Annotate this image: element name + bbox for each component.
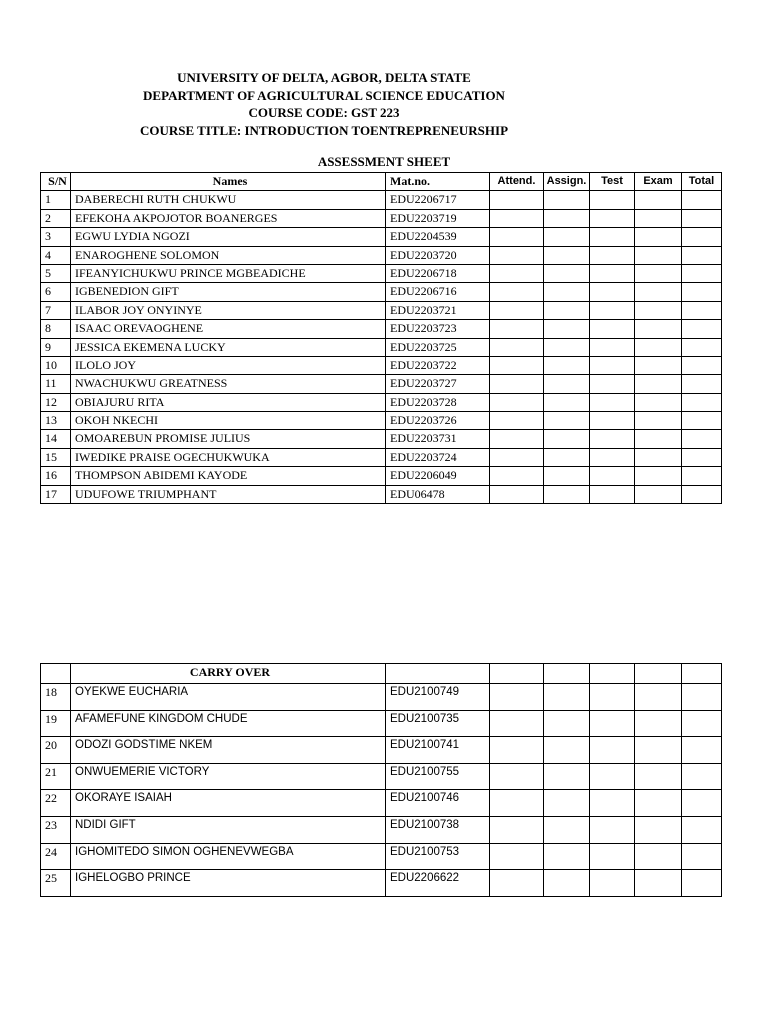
sn-cell: 4: [41, 246, 71, 264]
carry-over-table: [40, 663, 722, 897]
table-row: [41, 737, 722, 764]
attend-score-cell[interactable]: [490, 448, 544, 466]
student-name-cell: ENAROGHENE SOLOMON: [71, 246, 386, 264]
sn-cell: 20: [41, 737, 71, 764]
attend-score-cell[interactable]: [490, 467, 544, 485]
assign-score-cell[interactable]: [544, 430, 590, 448]
assign-score-cell[interactable]: [544, 412, 590, 430]
total-score-cell[interactable]: [682, 737, 722, 764]
total-score-cell[interactable]: [682, 790, 722, 817]
table-row: [41, 246, 722, 264]
assign-score-cell[interactable]: [544, 301, 590, 319]
assessment-table-body: [41, 191, 722, 504]
assign-score-cell[interactable]: [544, 485, 590, 503]
carry-empty-cell: [635, 664, 682, 684]
test-score-cell[interactable]: [590, 320, 635, 338]
total-score-cell[interactable]: [682, 264, 722, 282]
attend-score-cell[interactable]: [490, 301, 544, 319]
total-score-cell[interactable]: [682, 467, 722, 485]
attend-score-cell[interactable]: [490, 710, 544, 737]
sn-cell: 19: [41, 710, 71, 737]
total-score-cell[interactable]: [682, 338, 722, 356]
sn-cell: 2: [41, 209, 71, 227]
carry-empty-cell: [41, 664, 71, 684]
mat-number-cell: EDU2100753: [386, 843, 490, 870]
assign-score-cell[interactable]: [544, 870, 590, 897]
mat-number-cell: EDU2100735: [386, 710, 490, 737]
attend-score-cell[interactable]: [490, 228, 544, 246]
assign-score-cell[interactable]: [544, 467, 590, 485]
assign-score-cell[interactable]: [544, 191, 590, 209]
mat-number-cell: EDU2206716: [386, 283, 490, 301]
exam-score-cell[interactable]: [635, 485, 682, 503]
assign-score-cell[interactable]: [544, 684, 590, 711]
table-row: [41, 356, 722, 374]
student-name-cell: AFAMEFUNE KINGDOM CHUDE: [71, 710, 386, 737]
total-score-cell[interactable]: [682, 393, 722, 411]
mat-number-cell: EDU2206049: [386, 467, 490, 485]
assign-score-cell[interactable]: [544, 790, 590, 817]
col-sn-header: S/N: [41, 173, 71, 191]
student-name-cell: IGHELOGBO PRINCE: [71, 870, 386, 897]
test-score-cell[interactable]: [590, 412, 635, 430]
mat-number-cell: EDU2206718: [386, 264, 490, 282]
mat-number-cell: EDU2203726: [386, 412, 490, 430]
table-row: [41, 485, 722, 503]
attend-score-cell[interactable]: [490, 737, 544, 764]
table-row: [41, 338, 722, 356]
test-score-cell[interactable]: [590, 264, 635, 282]
mat-number-cell: EDU2203728: [386, 393, 490, 411]
test-score-cell[interactable]: [590, 356, 635, 374]
total-score-cell[interactable]: [682, 763, 722, 790]
student-name-cell: OKORAYE ISAIAH: [71, 790, 386, 817]
document-header: [0, 69, 648, 139]
total-score-cell[interactable]: [682, 710, 722, 737]
total-score-cell[interactable]: [682, 283, 722, 301]
test-score-cell[interactable]: [590, 763, 635, 790]
student-name-cell: OKOH NKECHI: [71, 412, 386, 430]
sn-cell: 17: [41, 485, 71, 503]
total-score-cell[interactable]: [682, 412, 722, 430]
carry-over-table-body: [41, 684, 722, 897]
sn-cell: 6: [41, 283, 71, 301]
mat-number-cell: EDU2100741: [386, 737, 490, 764]
total-score-cell[interactable]: [682, 870, 722, 897]
attend-score-cell[interactable]: [490, 320, 544, 338]
attend-score-cell[interactable]: [490, 684, 544, 711]
student-name-cell: OMOAREBUN PROMISE JULIUS: [71, 430, 386, 448]
test-score-cell[interactable]: [590, 393, 635, 411]
table-row: [41, 375, 722, 393]
sn-cell: 21: [41, 763, 71, 790]
test-score-cell[interactable]: [590, 228, 635, 246]
sn-cell: 18: [41, 684, 71, 711]
sn-cell: 7: [41, 301, 71, 319]
sn-cell: 8: [41, 320, 71, 338]
department-name: DEPARTMENT OF AGRICULTURAL SCIENCE EDUCATION: [143, 87, 505, 103]
total-score-cell[interactable]: [682, 320, 722, 338]
exam-score-cell[interactable]: [635, 283, 682, 301]
table-header-row: [41, 173, 722, 191]
attend-score-cell[interactable]: [490, 338, 544, 356]
table-row: [41, 448, 722, 466]
sn-cell: 5: [41, 264, 71, 282]
exam-score-cell[interactable]: [635, 843, 682, 870]
mat-number-cell: EDU2100746: [386, 790, 490, 817]
test-score-cell[interactable]: [590, 191, 635, 209]
total-score-cell[interactable]: [682, 301, 722, 319]
table-row: [41, 320, 722, 338]
col-test-header: Test: [590, 173, 635, 191]
student-name-cell: IWEDIKE PRAISE OGECHUKWUKA: [71, 448, 386, 466]
assign-score-cell[interactable]: [544, 264, 590, 282]
exam-score-cell[interactable]: [635, 320, 682, 338]
col-assign-header: Assign.: [544, 173, 590, 191]
mat-number-cell: EDU2203719: [386, 209, 490, 227]
mat-number-cell: EDU2100755: [386, 763, 490, 790]
carry-over-header-row: [41, 664, 722, 684]
table-row: [41, 412, 722, 430]
col-total-header: Total: [682, 173, 722, 191]
assign-score-cell[interactable]: [544, 338, 590, 356]
mat-number-cell: EDU2100749: [386, 684, 490, 711]
attend-score-cell[interactable]: [490, 412, 544, 430]
total-score-cell[interactable]: [682, 816, 722, 843]
total-score-cell[interactable]: [682, 485, 722, 503]
carry-empty-cell: [590, 664, 635, 684]
student-name-cell: ILOLO JOY: [71, 356, 386, 374]
assign-score-cell[interactable]: [544, 356, 590, 374]
carry-empty-cell: [386, 664, 490, 684]
mat-number-cell: EDU2203727: [386, 375, 490, 393]
col-attend-header: Attend.: [490, 173, 544, 191]
exam-score-cell[interactable]: [635, 467, 682, 485]
assign-score-cell[interactable]: [544, 737, 590, 764]
total-score-cell[interactable]: [682, 843, 722, 870]
test-score-cell[interactable]: [590, 375, 635, 393]
exam-score-cell[interactable]: [635, 338, 682, 356]
col-matno-header: Mat.no.: [386, 173, 490, 191]
carry-empty-cell: [544, 664, 590, 684]
test-score-cell[interactable]: [590, 246, 635, 264]
carry-over-title: CARRY OVER: [71, 664, 386, 684]
table-row: [41, 790, 722, 817]
mat-number-cell: EDU2206622: [386, 870, 490, 897]
sn-cell: 3: [41, 228, 71, 246]
test-score-cell[interactable]: [590, 790, 635, 817]
exam-score-cell[interactable]: [635, 393, 682, 411]
attend-score-cell[interactable]: [490, 870, 544, 897]
mat-number-cell: EDU2203725: [386, 338, 490, 356]
student-name-cell: UDUFOWE TRIUMPHANT: [71, 485, 386, 503]
total-score-cell[interactable]: [682, 246, 722, 264]
sn-cell: 22: [41, 790, 71, 817]
mat-number-cell: EDU2203721: [386, 301, 490, 319]
attend-score-cell[interactable]: [490, 790, 544, 817]
total-score-cell[interactable]: [682, 375, 722, 393]
test-score-cell[interactable]: [590, 467, 635, 485]
table-row: [41, 191, 722, 209]
test-score-cell[interactable]: [590, 737, 635, 764]
assign-score-cell[interactable]: [544, 209, 590, 227]
assign-score-cell[interactable]: [544, 228, 590, 246]
mat-number-cell: EDU2203731: [386, 430, 490, 448]
attend-score-cell[interactable]: [490, 816, 544, 843]
total-score-cell[interactable]: [682, 448, 722, 466]
assign-score-cell[interactable]: [544, 246, 590, 264]
exam-score-cell[interactable]: [635, 816, 682, 843]
total-score-cell[interactable]: [682, 684, 722, 711]
exam-score-cell[interactable]: [635, 412, 682, 430]
table-row: [41, 283, 722, 301]
test-score-cell[interactable]: [590, 301, 635, 319]
exam-score-cell[interactable]: [635, 448, 682, 466]
attend-score-cell[interactable]: [490, 375, 544, 393]
mat-number-cell: EDU2203720: [386, 246, 490, 264]
exam-score-cell[interactable]: [635, 430, 682, 448]
attend-score-cell[interactable]: [490, 356, 544, 374]
test-score-cell[interactable]: [590, 283, 635, 301]
student-name-cell: ODOZI GODSTIME NKEM: [71, 737, 386, 764]
student-name-cell: IGBENEDION GIFT: [71, 283, 386, 301]
test-score-cell[interactable]: [590, 430, 635, 448]
attend-score-cell[interactable]: [490, 191, 544, 209]
test-score-cell[interactable]: [590, 485, 635, 503]
attend-score-cell[interactable]: [490, 246, 544, 264]
assign-score-cell[interactable]: [544, 448, 590, 466]
table-row: [41, 710, 722, 737]
attend-score-cell[interactable]: [490, 843, 544, 870]
attend-score-cell[interactable]: [490, 283, 544, 301]
sn-cell: 10: [41, 356, 71, 374]
student-name-cell: ISAAC OREVAOGHENE: [71, 320, 386, 338]
student-name-cell: ILABOR JOY ONYINYE: [71, 301, 386, 319]
sn-cell: 11: [41, 375, 71, 393]
attend-score-cell[interactable]: [490, 393, 544, 411]
total-score-cell[interactable]: [682, 209, 722, 227]
mat-number-cell: EDU06478: [386, 485, 490, 503]
carry-empty-cell: [490, 664, 544, 684]
exam-score-cell[interactable]: [635, 228, 682, 246]
student-name-cell: IFEANYICHUKWU PRINCE MGBEADICHE: [71, 264, 386, 282]
student-name-cell: NDIDI GIFT: [71, 816, 386, 843]
mat-number-cell: EDU2204539: [386, 228, 490, 246]
exam-score-cell[interactable]: [635, 209, 682, 227]
exam-score-cell[interactable]: [635, 264, 682, 282]
attend-score-cell[interactable]: [490, 430, 544, 448]
sheet-title: ASSESSMENT SHEET: [317, 154, 451, 169]
table-row: [41, 467, 722, 485]
exam-score-cell[interactable]: [635, 356, 682, 374]
test-score-cell[interactable]: [590, 684, 635, 711]
student-name-cell: OBIAJURU RITA: [71, 393, 386, 411]
table-row: [41, 684, 722, 711]
total-score-cell[interactable]: [682, 228, 722, 246]
exam-score-cell[interactable]: [635, 684, 682, 711]
student-name-cell: EFEKOHA AKPOJOTOR BOANERGES: [71, 209, 386, 227]
student-name-cell: OYEKWE EUCHARIA: [71, 684, 386, 711]
mat-number-cell: EDU2206717: [386, 191, 490, 209]
assign-score-cell[interactable]: [544, 763, 590, 790]
exam-score-cell[interactable]: [635, 790, 682, 817]
sn-cell: 1: [41, 191, 71, 209]
table-row: [41, 763, 722, 790]
test-score-cell[interactable]: [590, 710, 635, 737]
student-name-cell: JESSICA EKEMENA LUCKY: [71, 338, 386, 356]
exam-score-cell[interactable]: [635, 737, 682, 764]
student-name-cell: ONWUEMERIE VICTORY: [71, 763, 386, 790]
exam-score-cell[interactable]: [635, 870, 682, 897]
student-name-cell: NWACHUKWU GREATNESS: [71, 375, 386, 393]
sn-cell: 16: [41, 467, 71, 485]
test-score-cell[interactable]: [590, 209, 635, 227]
student-name-cell: THOMPSON ABIDEMI KAYODE: [71, 467, 386, 485]
table-row: [41, 209, 722, 227]
col-names-header: Names: [71, 173, 386, 191]
assign-score-cell[interactable]: [544, 283, 590, 301]
assign-score-cell[interactable]: [544, 393, 590, 411]
table-row: [41, 843, 722, 870]
mat-number-cell: EDU2100738: [386, 816, 490, 843]
exam-score-cell[interactable]: [635, 710, 682, 737]
attend-score-cell[interactable]: [490, 763, 544, 790]
student-name-cell: DABERECHI RUTH CHUKWU: [71, 191, 386, 209]
student-name-cell: IGHOMITEDO SIMON OGHENEVWEGBA: [71, 843, 386, 870]
total-score-cell[interactable]: [682, 430, 722, 448]
assign-score-cell[interactable]: [544, 320, 590, 338]
assessment-table: [40, 172, 722, 504]
total-score-cell[interactable]: [682, 191, 722, 209]
sn-cell: 15: [41, 448, 71, 466]
sn-cell: 14: [41, 430, 71, 448]
sn-cell: 25: [41, 870, 71, 897]
exam-score-cell[interactable]: [635, 375, 682, 393]
table-row: [41, 430, 722, 448]
sn-cell: 24: [41, 843, 71, 870]
exam-score-cell[interactable]: [635, 301, 682, 319]
assign-score-cell[interactable]: [544, 816, 590, 843]
carry-empty-cell: [682, 664, 722, 684]
test-score-cell[interactable]: [590, 448, 635, 466]
mat-number-cell: EDU2203723: [386, 320, 490, 338]
attend-score-cell[interactable]: [490, 264, 544, 282]
student-name-cell: EGWU LYDIA NGOZI: [71, 228, 386, 246]
university-name: UNIVERSITY OF DELTA, AGBOR, DELTA STATE: [177, 70, 471, 85]
attend-score-cell[interactable]: [490, 485, 544, 503]
exam-score-cell[interactable]: [635, 191, 682, 209]
sn-cell: 23: [41, 816, 71, 843]
exam-score-cell[interactable]: [635, 246, 682, 264]
test-score-cell[interactable]: [590, 843, 635, 870]
table-row: [41, 870, 722, 897]
assign-score-cell[interactable]: [544, 843, 590, 870]
table-row: [41, 228, 722, 246]
test-score-cell[interactable]: [590, 870, 635, 897]
table-row: [41, 816, 722, 843]
table-row: [41, 301, 722, 319]
mat-number-cell: EDU2203722: [386, 356, 490, 374]
assign-score-cell[interactable]: [544, 710, 590, 737]
test-score-cell[interactable]: [590, 816, 635, 843]
test-score-cell[interactable]: [590, 338, 635, 356]
course-title: COURSE TITLE: INTRODUCTION TOENTREPRENEURSHIP: [139, 122, 509, 138]
sn-cell: 12: [41, 393, 71, 411]
table-row: [41, 264, 722, 282]
table-row: [41, 393, 722, 411]
course-code: COURSE CODE: GST 223: [248, 105, 400, 120]
exam-score-cell[interactable]: [635, 763, 682, 790]
sn-cell: 9: [41, 338, 71, 356]
attend-score-cell[interactable]: [490, 209, 544, 227]
sn-cell: 13: [41, 412, 71, 430]
col-exam-header: Exam: [635, 173, 682, 191]
mat-number-cell: EDU2203724: [386, 448, 490, 466]
total-score-cell[interactable]: [682, 356, 722, 374]
assign-score-cell[interactable]: [544, 375, 590, 393]
